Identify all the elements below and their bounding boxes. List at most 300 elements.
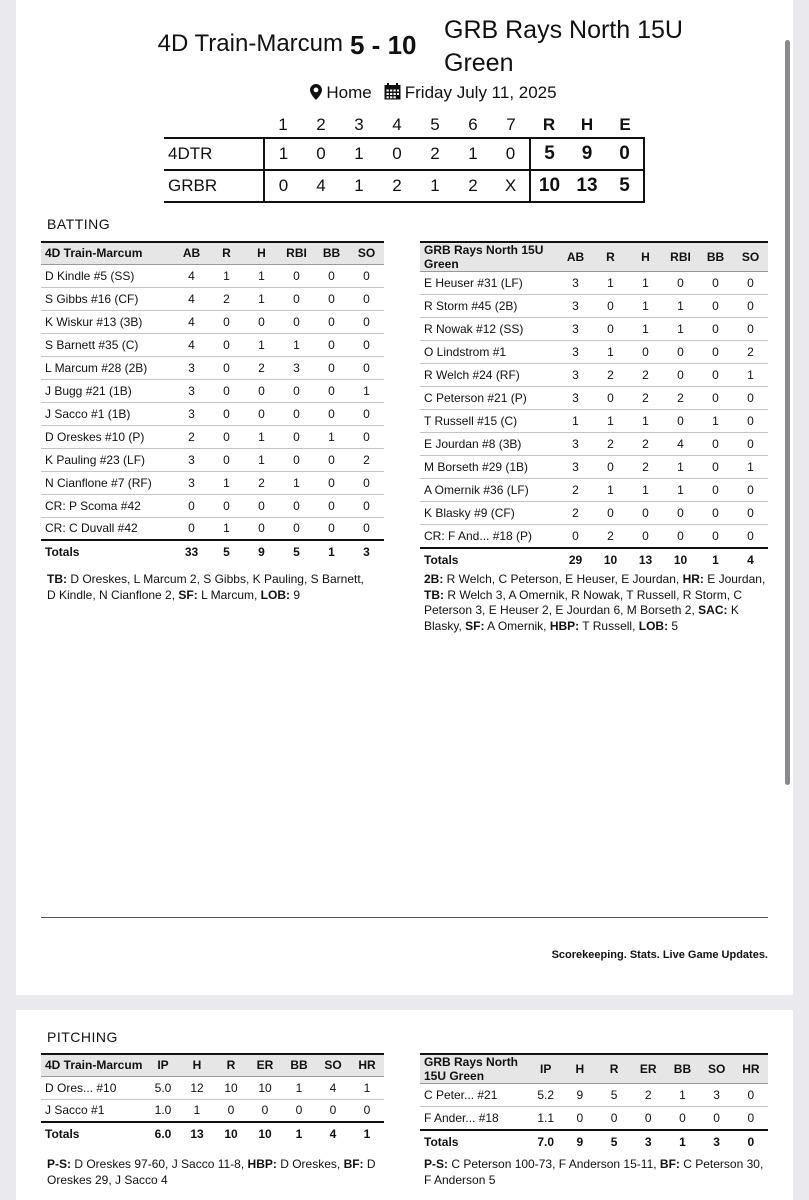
stat-value: 0: [209, 494, 244, 517]
note-label: SAC:: [698, 603, 728, 617]
batting-table-home: [420, 241, 768, 571]
stat-value: 1: [244, 333, 279, 356]
stat-value: 0: [698, 318, 733, 341]
total-value: 7.0: [529, 1130, 563, 1153]
section-divider: [41, 917, 768, 918]
stat-value: 0: [593, 502, 628, 525]
player-row: [41, 517, 384, 540]
column-header: ER: [631, 1054, 665, 1084]
stat-value: 0: [349, 494, 384, 517]
total-value: 33: [174, 540, 209, 563]
stat-value: 1: [593, 479, 628, 502]
stat-value: 4: [174, 310, 209, 333]
total-value: 13: [628, 548, 663, 571]
player-name: C Peterson #21 (P): [420, 387, 558, 410]
column-header: R: [209, 242, 244, 264]
stat-value: 3: [558, 295, 593, 318]
player-name: N Cianflone #7 (RF): [41, 471, 174, 494]
home-team-name: GRB Rays North 15U Green: [444, 16, 683, 77]
stat-value: 1: [282, 1076, 316, 1099]
totals-label: Totals: [41, 1122, 146, 1145]
stat-value: 0: [698, 525, 733, 548]
column-header: BB: [282, 1054, 316, 1076]
stat-value: 0: [244, 494, 279, 517]
stat-value: 0: [663, 410, 698, 433]
stat-value: 0: [314, 333, 349, 356]
team-column-header: GRB Rays North 15U Green: [420, 1054, 529, 1084]
stat-value: 1: [628, 295, 663, 318]
inning-header: 3: [340, 112, 378, 138]
stats-header-row: [420, 1054, 768, 1084]
stat-value: 0: [349, 287, 384, 310]
stat-value: 1: [558, 410, 593, 433]
stat-value: 0: [174, 517, 209, 540]
note-label: 2B:: [424, 572, 444, 586]
inning-score: 1: [340, 138, 378, 170]
stat-value: 1: [209, 471, 244, 494]
stat-value: 9: [563, 1084, 597, 1107]
player-name: E Jourdan #8 (3B): [420, 433, 558, 456]
stat-value: 3: [558, 341, 593, 364]
note-text: A Omernik,: [484, 618, 550, 633]
stat-value: 1: [663, 456, 698, 479]
player-row: [41, 1076, 384, 1099]
stat-value: 2: [349, 448, 384, 471]
note-label: P-S:: [47, 1157, 71, 1171]
player-row: [420, 1084, 768, 1107]
total-runs: 10: [530, 170, 568, 202]
stat-value: 0: [698, 479, 733, 502]
total-hits: 13: [568, 170, 606, 202]
pitching-section-title: PITCHING: [47, 1029, 118, 1045]
total-value: 1: [698, 548, 733, 571]
inning-header: 2: [302, 112, 340, 138]
stat-value: 0: [734, 1107, 768, 1130]
stat-value: 10: [214, 1076, 248, 1099]
stat-value: 0: [244, 310, 279, 333]
totals-label: Totals: [420, 1130, 529, 1153]
total-errors: 5: [606, 170, 644, 202]
stat-value: 3: [174, 471, 209, 494]
inning-score: 0: [378, 138, 416, 170]
totals-label: Totals: [41, 540, 174, 563]
stat-value: 1: [279, 471, 314, 494]
column-header: SO: [316, 1054, 350, 1076]
stat-value: 2: [628, 364, 663, 387]
player-name: D Kindle #5 (SS): [41, 264, 174, 287]
scrollbar[interactable]: [785, 40, 790, 785]
total-value: 3: [700, 1130, 734, 1153]
stat-value: 10: [248, 1076, 282, 1099]
stat-value: 0: [350, 1099, 384, 1122]
stat-value: 3: [558, 433, 593, 456]
note-label: LOB:: [260, 587, 290, 602]
stat-value: 0: [733, 433, 768, 456]
player-row: [41, 356, 384, 379]
player-name: R Storm #45 (2B): [420, 295, 558, 318]
inning-header: 4: [378, 112, 416, 138]
player-name: L Marcum #28 (2B): [41, 356, 174, 379]
note-label: SF:: [178, 587, 198, 602]
stat-value: 0: [244, 517, 279, 540]
stat-value: 0: [349, 471, 384, 494]
inning-score: 4: [302, 170, 340, 202]
stat-value: 3: [700, 1084, 734, 1107]
stat-value: 0: [558, 525, 593, 548]
away-team-name: 4D Train-Marcum: [157, 30, 343, 57]
stat-value: 3: [174, 402, 209, 425]
inning-header: 5: [416, 112, 454, 138]
stat-value: 0: [279, 402, 314, 425]
calendar-icon: [384, 83, 401, 105]
column-header: IP: [146, 1054, 180, 1076]
total-value: 10: [214, 1122, 248, 1145]
note-label: HBP:: [247, 1157, 277, 1171]
stat-value: 2: [631, 1084, 665, 1107]
inning-score: 0: [492, 138, 530, 170]
stat-value: 3: [558, 272, 593, 295]
stat-value: 0: [349, 333, 384, 356]
stat-value: 2: [593, 433, 628, 456]
column-header: HR: [734, 1054, 768, 1084]
stat-value: 4: [174, 287, 209, 310]
stat-value: 0: [209, 425, 244, 448]
stat-value: 2: [558, 502, 593, 525]
stat-value: 3: [558, 364, 593, 387]
stat-value: 0: [279, 264, 314, 287]
player-name: D Ores... #10: [41, 1076, 146, 1099]
totals-row: [420, 1130, 768, 1153]
totals-row: [41, 540, 384, 563]
stat-value: 2: [209, 287, 244, 310]
totals-row: [420, 548, 768, 571]
stat-value: 3: [174, 448, 209, 471]
stat-value: 1: [244, 287, 279, 310]
pitching-card: [16, 1010, 793, 1200]
inning-score: X: [492, 170, 530, 202]
total-value: 9: [244, 540, 279, 563]
stat-value: 5.0: [146, 1076, 180, 1099]
player-row: [420, 295, 768, 318]
stat-value: 3: [279, 356, 314, 379]
total-value: 1: [314, 540, 349, 563]
stat-value: 0: [316, 1099, 350, 1122]
stat-value: 0: [349, 356, 384, 379]
stat-value: 0: [698, 341, 733, 364]
stat-value: 0: [593, 456, 628, 479]
stat-value: 0: [698, 456, 733, 479]
column-header: HR: [350, 1054, 384, 1076]
player-row: [41, 448, 384, 471]
player-row: [41, 402, 384, 425]
stat-value: 2: [593, 364, 628, 387]
column-header: SO: [733, 242, 768, 272]
player-row: [41, 333, 384, 356]
boxscore-card: [16, 0, 793, 995]
stat-value: 0: [314, 517, 349, 540]
stat-value: 3: [174, 379, 209, 402]
runs-header: R: [530, 112, 568, 138]
player-name: C Peter... #21: [420, 1084, 529, 1107]
team-column-header: 4D Train-Marcum: [41, 1054, 146, 1076]
stats-header-row: [41, 242, 384, 264]
stat-value: 0: [174, 494, 209, 517]
stat-value: 0: [628, 502, 663, 525]
column-header: H: [628, 242, 663, 272]
stat-value: 0: [733, 479, 768, 502]
stat-value: 0: [314, 471, 349, 494]
stat-value: 0: [663, 272, 698, 295]
stat-value: 1: [663, 295, 698, 318]
stat-value: 4: [174, 333, 209, 356]
player-name: O Lindstrom #1: [420, 341, 558, 364]
inning-score: 0: [302, 138, 340, 170]
total-value: 10: [248, 1122, 282, 1145]
note-text: D Oreskes 29, J Sacco 4: [47, 1157, 376, 1187]
batting-notes-away: [47, 572, 372, 603]
player-row: [420, 433, 768, 456]
stat-value: 0: [698, 272, 733, 295]
pitching-notes-away: [47, 1157, 377, 1188]
column-header: RBI: [279, 242, 314, 264]
stat-value: 1: [628, 272, 663, 295]
stat-value: 0: [314, 448, 349, 471]
stat-value: 1: [628, 410, 663, 433]
player-row: [420, 272, 768, 295]
totals-row: [41, 1122, 384, 1145]
stat-value: 2: [628, 387, 663, 410]
linescore-row-home: [164, 170, 644, 202]
stat-value: 0: [314, 287, 349, 310]
stat-value: 0: [733, 387, 768, 410]
stat-value: 3: [558, 318, 593, 341]
stat-value: 1: [698, 410, 733, 433]
stat-value: 0: [663, 364, 698, 387]
stat-value: 2: [593, 525, 628, 548]
stat-value: 4: [663, 433, 698, 456]
stat-value: 1: [350, 1076, 384, 1099]
stat-value: 0: [349, 402, 384, 425]
total-value: 5: [597, 1130, 631, 1153]
stat-value: 0: [698, 295, 733, 318]
stat-value: 0: [698, 433, 733, 456]
note-label: BF:: [343, 1157, 364, 1171]
game-meta: [16, 83, 793, 105]
inning-header: 6: [454, 112, 492, 138]
total-value: 1: [665, 1130, 699, 1153]
stat-value: 2: [174, 425, 209, 448]
player-name: CR: P Scoma #42: [41, 494, 174, 517]
stat-value: 0: [733, 318, 768, 341]
column-header: RBI: [663, 242, 698, 272]
column-header: AB: [174, 242, 209, 264]
player-row: [420, 387, 768, 410]
stat-value: 0: [282, 1099, 316, 1122]
stats-header-row: [41, 1054, 384, 1076]
player-row: [41, 1099, 384, 1122]
player-name: K Wiskur #13 (3B): [41, 310, 174, 333]
inning-score: 1: [340, 170, 378, 202]
stat-value: 2: [733, 341, 768, 364]
player-row: [420, 318, 768, 341]
stat-value: 3: [174, 356, 209, 379]
player-name: E Heuser #31 (LF): [420, 272, 558, 295]
note-text: C Peterson 100-73, F Anderson 15-11,: [448, 1157, 660, 1171]
team-column-header: GRB Rays North 15U Green: [420, 242, 558, 272]
stat-value: 2: [558, 479, 593, 502]
stat-value: 1: [665, 1084, 699, 1107]
player-row: [41, 471, 384, 494]
hits-header: H: [568, 112, 606, 138]
player-row: [420, 456, 768, 479]
stat-value: 0: [733, 410, 768, 433]
stat-value: 0: [209, 379, 244, 402]
total-value: 6.0: [146, 1122, 180, 1145]
stat-value: 0: [314, 356, 349, 379]
team-column-header: 4D Train-Marcum: [41, 242, 174, 264]
column-header: SO: [700, 1054, 734, 1084]
note-text: R Welch 3, A Omernik, R Nowak, T Russell, R Storm, C Peterson 3, E Heuser 2, E Jourdan 6, M Borseth 2,: [424, 587, 743, 617]
total-value: 29: [558, 548, 593, 571]
column-header: R: [597, 1054, 631, 1084]
total-value: 4: [733, 548, 768, 571]
total-value: 9: [563, 1130, 597, 1153]
totals-label: Totals: [420, 548, 558, 571]
note-label: SF:: [465, 618, 485, 633]
inning-score: 2: [378, 170, 416, 202]
note-text: D Oreskes, L Marcum 2, S Gibbs, K Pauling, S Barnett, D Kindle, N Cianflone 2,: [47, 572, 365, 602]
stat-value: 0: [698, 502, 733, 525]
stat-value: 0: [628, 525, 663, 548]
game-location: Home: [326, 83, 372, 102]
stat-value: 0: [628, 341, 663, 364]
stat-value: 1: [314, 425, 349, 448]
note-label: P-S:: [424, 1157, 448, 1171]
stat-value: 0: [209, 448, 244, 471]
stat-value: 0: [631, 1107, 665, 1130]
linescore-team: 4DTR: [164, 138, 264, 170]
note-text: D Oreskes,: [276, 1157, 344, 1171]
stat-value: 1: [628, 318, 663, 341]
inning-header: 1: [264, 112, 302, 138]
note-text: D Oreskes 97-60, J Sacco 11-8,: [71, 1157, 248, 1171]
stat-value: 1: [593, 272, 628, 295]
stat-value: 4: [316, 1076, 350, 1099]
total-value: 3: [631, 1130, 665, 1153]
note-text: C Peterson 30, F Anderson 5: [424, 1157, 764, 1187]
map-pin-icon: [310, 84, 322, 105]
player-row: [41, 310, 384, 333]
column-header: BB: [698, 242, 733, 272]
stat-value: 0: [248, 1099, 282, 1122]
stat-value: 2: [628, 456, 663, 479]
stat-value: 2: [663, 387, 698, 410]
stat-value: 5: [597, 1084, 631, 1107]
stats-header-row: [420, 242, 768, 272]
player-name: D Oreskes #10 (P): [41, 425, 174, 448]
linescore-team: GRBR: [164, 170, 264, 202]
player-name: J Bugg #21 (1B): [41, 379, 174, 402]
column-header: R: [593, 242, 628, 272]
total-value: 5: [279, 540, 314, 563]
player-name: R Welch #24 (RF): [420, 364, 558, 387]
player-row: [420, 502, 768, 525]
column-header: BB: [665, 1054, 699, 1084]
stat-value: 0: [349, 425, 384, 448]
note-label: TB:: [47, 572, 67, 586]
inning-score: 1: [416, 170, 454, 202]
stat-value: 0: [279, 494, 314, 517]
stat-value: 1: [244, 448, 279, 471]
stat-value: 0: [597, 1107, 631, 1130]
batting-section-title: BATTING: [47, 216, 111, 232]
player-name: S Barnett #35 (C): [41, 333, 174, 356]
stat-value: 0: [700, 1107, 734, 1130]
player-row: [420, 364, 768, 387]
stat-value: 0: [733, 272, 768, 295]
column-header: H: [244, 242, 279, 264]
stat-value: 0: [244, 402, 279, 425]
stat-value: 1: [180, 1099, 214, 1122]
final-score: 5 - 10: [350, 30, 417, 60]
stat-value: 0: [349, 310, 384, 333]
stat-value: 3: [558, 456, 593, 479]
stat-value: 2: [244, 356, 279, 379]
stat-value: 0: [279, 310, 314, 333]
inning-score: 1: [264, 138, 302, 170]
stat-value: 0: [279, 517, 314, 540]
stat-value: 12: [180, 1076, 214, 1099]
player-name: CR: F And... #18 (P): [420, 525, 558, 548]
stat-value: 5.2: [529, 1084, 563, 1107]
stat-value: 1: [349, 379, 384, 402]
inning-score: 2: [416, 138, 454, 170]
player-name: T Russell #15 (C): [420, 410, 558, 433]
stat-value: 0: [214, 1099, 248, 1122]
total-errors: 0: [606, 138, 644, 170]
stat-value: 0: [733, 295, 768, 318]
player-row: [41, 264, 384, 287]
stat-value: 2: [244, 471, 279, 494]
note-text: R Welch, C Peterson, E Heuser, E Jourdan,: [443, 572, 683, 586]
player-row: [420, 479, 768, 502]
player-name: J Sacco #1: [41, 1099, 146, 1122]
player-name: K Blasky #9 (CF): [420, 502, 558, 525]
total-hits: 9: [568, 138, 606, 170]
total-value: 5: [209, 540, 244, 563]
stat-value: 2: [628, 433, 663, 456]
note-label: BF:: [659, 1157, 680, 1171]
inning-header: 7: [492, 112, 530, 138]
total-value: 10: [663, 548, 698, 571]
stat-value: 1: [209, 517, 244, 540]
stat-value: 0: [244, 379, 279, 402]
column-header: H: [563, 1054, 597, 1084]
total-value: 3: [349, 540, 384, 563]
note-text: E Jourdan,: [703, 572, 766, 586]
stat-value: 1: [244, 264, 279, 287]
stat-value: 1: [209, 264, 244, 287]
player-row: [420, 410, 768, 433]
stat-value: 1: [663, 318, 698, 341]
player-name: J Sacco #1 (1B): [41, 402, 174, 425]
stat-value: 0: [314, 264, 349, 287]
stat-value: 1: [244, 425, 279, 448]
note-text: 5: [668, 618, 679, 633]
stat-value: 0: [593, 387, 628, 410]
stat-value: 0: [209, 356, 244, 379]
stat-value: 1: [279, 333, 314, 356]
